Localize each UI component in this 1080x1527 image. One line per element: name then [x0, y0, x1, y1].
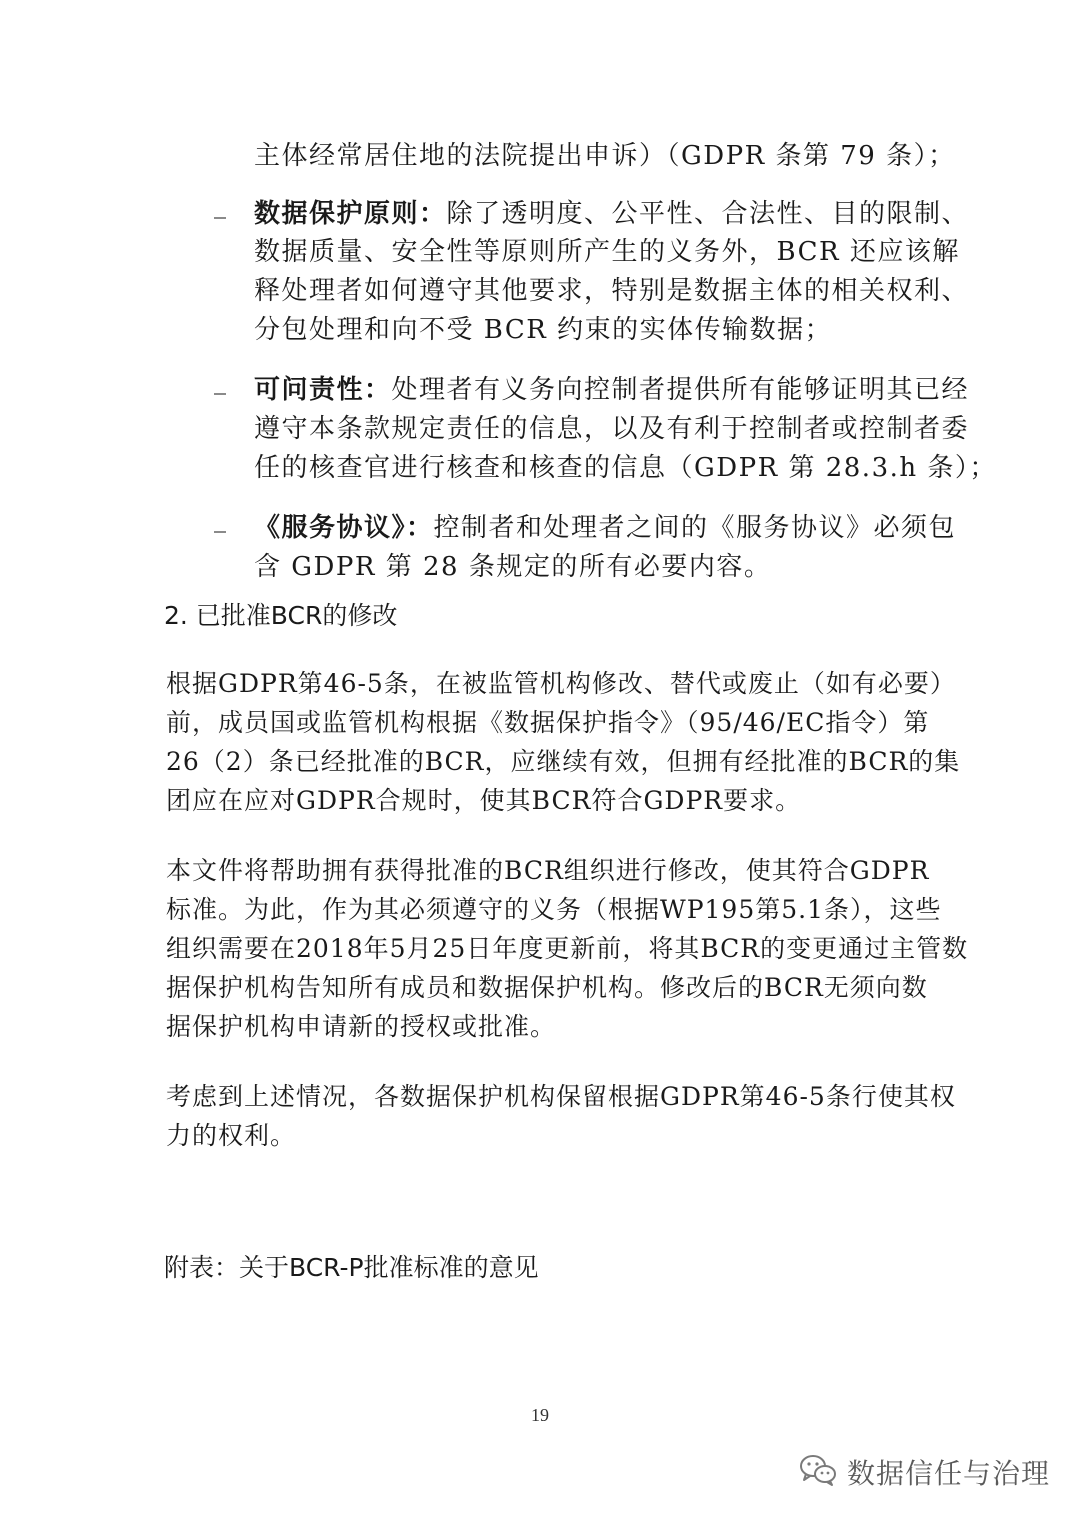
- paragraph-line: 前，成员国或监管机构根据《数据保护指令》（95/46/EC指令）第: [166, 708, 930, 737]
- bullet-text: 控制者和处理者之间的《服务协议》必须包: [433, 513, 957, 543]
- annex-heading: 附表：关于BCR-P批准标准的意见: [164, 1253, 539, 1282]
- bullet-text: 除了透明度、公平性、合法性、目的限制、: [446, 199, 970, 229]
- bullet-term: 《服务协议》：: [254, 513, 434, 543]
- bullet-first-line: [254, 510, 956, 546]
- bullet-text: 任的核查官进行核查和核查的信息（GDPR 第 28.3.h 条）；: [254, 453, 997, 483]
- bullet-term: 可问责性：: [254, 375, 392, 405]
- watermark-text: 数据信任与治理: [846, 1457, 1050, 1490]
- bullet-first-line: [254, 372, 969, 408]
- bullet-text: 释处理者如何遵守其他要求，特别是数据主体的相关权利、: [254, 276, 970, 306]
- paragraph-line: 根据GDPR第46-5条，在被监管机构修改、替代或废止（如有必要）: [166, 669, 956, 698]
- paragraph-line: 团应在应对GDPR合规时，使其BCR符合GDPR要求。: [166, 786, 802, 815]
- watermark: [799, 1452, 1050, 1492]
- paragraph-line: 组织需要在2018年5月25日年度更新前，将其BCR的变更通过主管数: [166, 934, 969, 963]
- wechat-icon: [799, 1453, 837, 1491]
- dash-marker: [214, 531, 226, 533]
- bullet-term: 数据保护原则：: [254, 199, 447, 229]
- bullet-text: 含 GDPR 第 28 条规定的所有必要内容。: [254, 552, 772, 582]
- paragraph-line: 据保护机构申请新的授权或批准。: [166, 1012, 557, 1041]
- dash-marker: [214, 217, 226, 219]
- bullet-text: 处理者有义务向控制者提供所有能够证明其已经: [391, 375, 970, 405]
- page-number: 19: [531, 1405, 549, 1425]
- paragraph-line: 26（2）条已经批准的BCR，应继续有效，但拥有经批准的BCR的集: [166, 747, 961, 776]
- paragraph-line: 考虑到上述情况，各数据保护机构保留根据GDPR第46-5条行使其权: [166, 1082, 956, 1111]
- bullet-text: 遵守本条款规定责任的信息，以及有利于控制者或控制者委: [254, 414, 970, 444]
- paragraph-line: 本文件将帮助拥有获得批准的BCR组织进行修改，使其符合GDPR: [166, 856, 930, 885]
- bullet-text: 数据质量、安全性等原则所产生的义务外，BCR 还应该解: [254, 237, 960, 267]
- paragraph-line: 据保护机构告知所有成员和数据保护机构。修改后的BCR无须向数: [166, 973, 928, 1002]
- bullet-first-line: [254, 196, 969, 232]
- section-heading: 2. 已批准BCR的修改: [164, 601, 398, 630]
- paragraph-line: 标准。为此，作为其必须遵守的义务（根据WP195第5.1条），这些: [166, 895, 942, 924]
- dash-marker: [214, 393, 226, 395]
- paragraph-line: 力的权利。: [166, 1121, 297, 1150]
- continuation-line: 主体经常居住地的法院提出申诉）（GDPR 条第 79 条）；: [254, 141, 956, 171]
- bullet-text: 分包处理和向不受 BCR 约束的实体传输数据；: [254, 315, 833, 345]
